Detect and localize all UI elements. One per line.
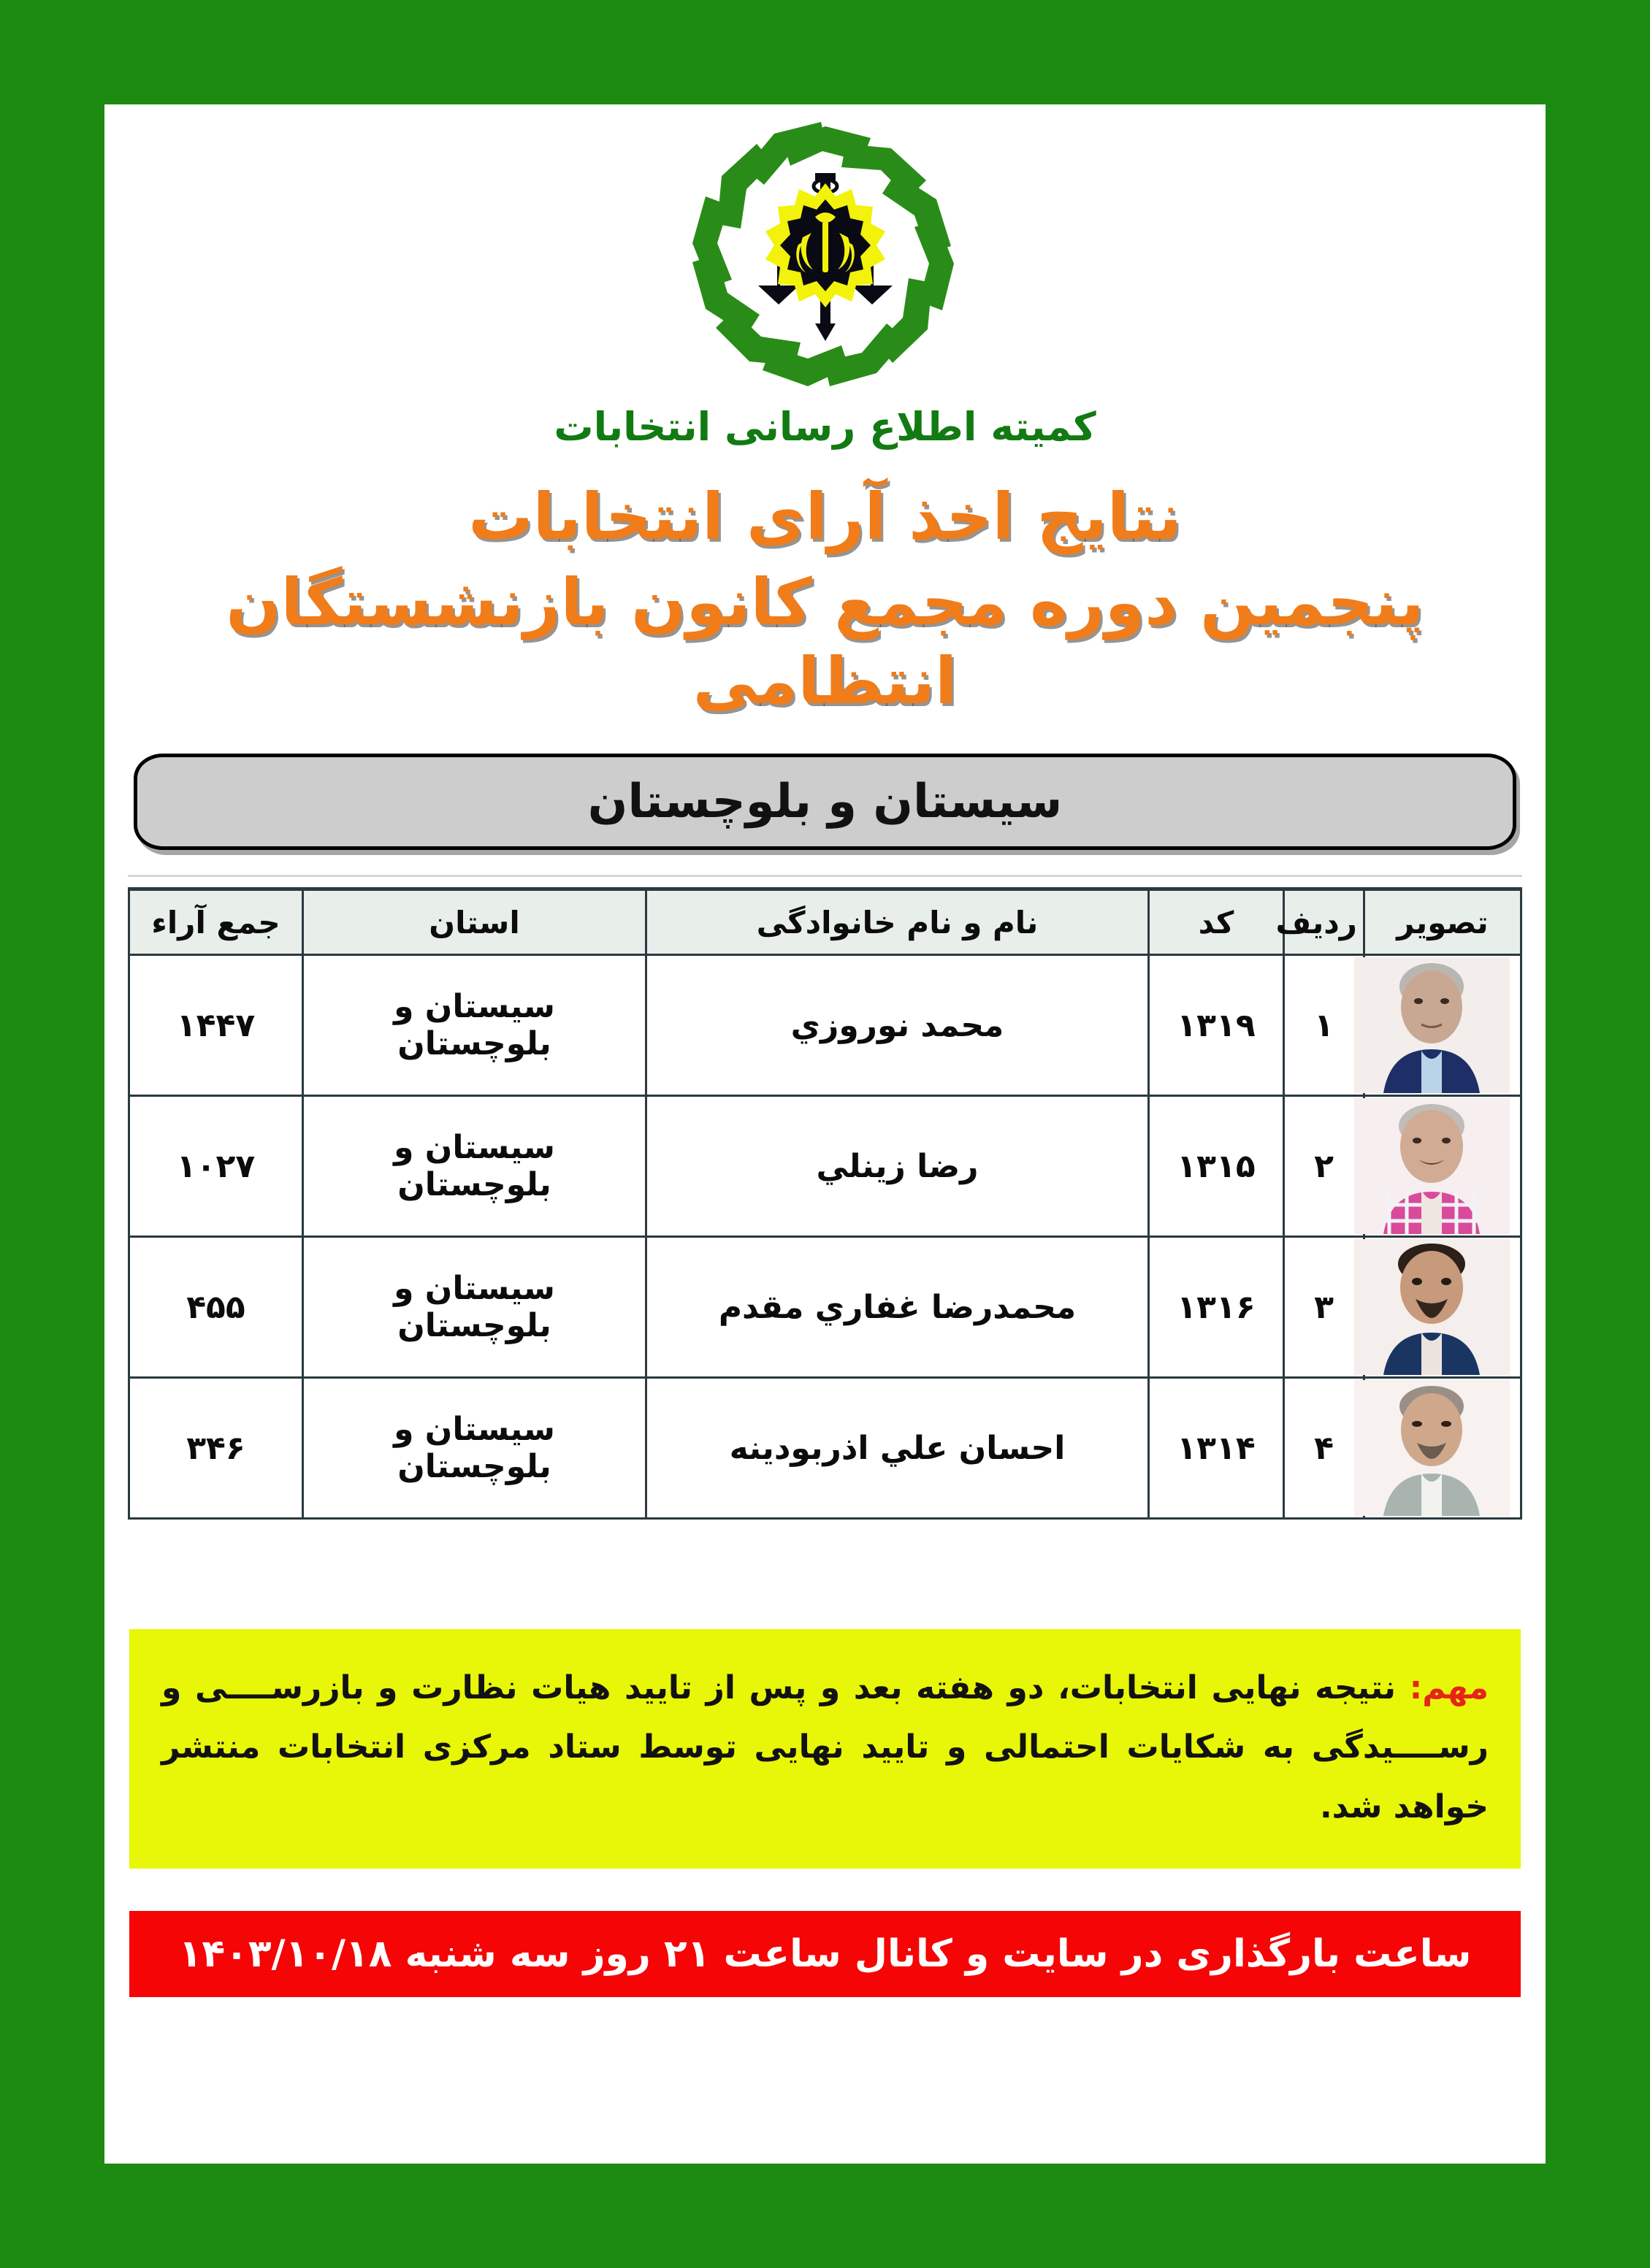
table-header-row — [129, 889, 1521, 955]
code-cell: ۱۳۱۵ — [1149, 1096, 1284, 1237]
province-banner — [134, 754, 1516, 850]
candidate-photo-4-icon — [1354, 1380, 1510, 1516]
candidate-photo-3-icon — [1354, 1239, 1510, 1375]
important-notice — [129, 1629, 1521, 1869]
candidate-photo-cell — [1364, 1237, 1521, 1378]
votes-cell: ۱۴۴۷ — [129, 955, 303, 1096]
province-cell: سیستان و بلوچستان — [303, 1096, 646, 1237]
rank-cell: ۲ — [1284, 1096, 1364, 1237]
results-table — [128, 887, 1522, 1520]
upload-time-footer — [129, 1911, 1521, 1997]
table-row — [129, 1378, 1521, 1519]
candidate-photo-cell — [1364, 1378, 1521, 1519]
column-header-rank: ردیف — [1284, 889, 1364, 955]
poster-sheet — [104, 104, 1546, 2164]
police-retirees-association-emblem-icon — [679, 113, 971, 391]
column-header-code: کد — [1149, 889, 1284, 955]
logo-container — [104, 104, 1546, 391]
candidate-photo-1-icon — [1354, 957, 1510, 1093]
code-cell: ۱۳۱۶ — [1149, 1237, 1284, 1378]
name-cell: محمد نوروزي — [646, 955, 1149, 1096]
votes-cell: ۱۰۲۷ — [129, 1096, 303, 1237]
upload-time-text: ساعت بارگذاری در سایت و کانال ساعت ۲۱ روز سه شنبه ۱۴۰۳/۱۰/۱۸ — [178, 1932, 1472, 1977]
province-banner-container — [134, 754, 1516, 850]
table-row — [129, 955, 1521, 1096]
table-row — [129, 1096, 1521, 1237]
candidate-photo-cell — [1364, 955, 1521, 1096]
name-cell: رضا زینلي — [646, 1096, 1149, 1237]
column-header-photo: تصویر — [1364, 889, 1521, 955]
column-header-province: استان — [303, 889, 646, 955]
rank-cell: ۳ — [1284, 1237, 1364, 1378]
column-header-name: نام و نام خانوادگی — [646, 889, 1149, 955]
candidate-photo-cell — [1364, 1096, 1521, 1237]
votes-cell: ۳۴۶ — [129, 1378, 303, 1519]
important-label: مهم: — [1409, 1669, 1489, 1707]
province-cell: سیستان و بلوچستان — [303, 1378, 646, 1519]
votes-cell: ۴۵۵ — [129, 1237, 303, 1378]
table-row — [129, 1237, 1521, 1378]
name-cell: محمدرضا غفاري مقدم — [646, 1237, 1149, 1378]
province-cell: سیستان و بلوچستان — [303, 955, 646, 1096]
code-cell: ۱۳۱۹ — [1149, 955, 1284, 1096]
page-title — [104, 478, 1546, 720]
title-line-2: پنجمین دوره مجمع کانون بازنشستگان انتظامی — [226, 564, 1424, 719]
rank-cell: ۴ — [1284, 1378, 1364, 1519]
column-header-votes: جمع آراء — [129, 889, 303, 955]
table-top-rule — [128, 875, 1522, 877]
rank-cell: ۱ — [1284, 955, 1364, 1096]
title-line-1: نتایج اخذ آرای انتخابات — [468, 479, 1182, 554]
candidate-photo-2-icon — [1354, 1098, 1510, 1234]
province-banner-label: سیستان و بلوچستان — [587, 775, 1063, 830]
name-cell: احسان علي اذربودینه — [646, 1378, 1149, 1519]
important-notice-body: نتیجه نهایی انتخابات، دو هفته بعد و پس از تایید هیات نظارت و بازرســــی و رســــیدگی به شکایات احتمالی و تایید نهایی توسط ستاد مرکزی انتخابات منتشر خواهد شد. — [161, 1669, 1489, 1825]
code-cell: ۱۳۱۴ — [1149, 1378, 1284, 1519]
committee-subtitle: کمیته اطلاع رسانی انتخابات — [554, 404, 1096, 450]
province-cell: سیستان و بلوچستان — [303, 1237, 646, 1378]
